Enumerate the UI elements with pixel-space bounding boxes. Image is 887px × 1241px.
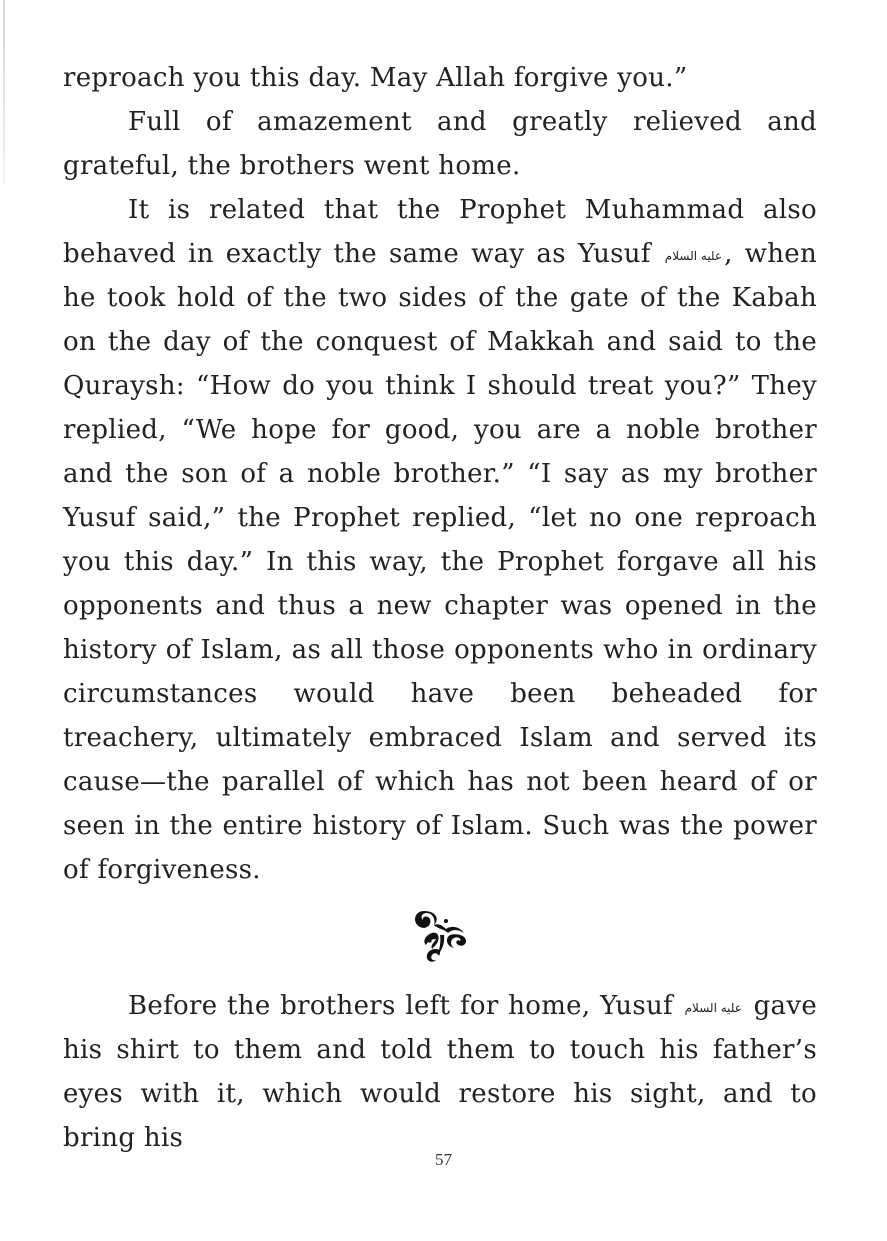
paragraph-prophet-forgiveness — [63, 188, 817, 892]
paragraph-yusuf-shirt — [63, 984, 817, 1160]
paragraph-text: Before the brothers left for home, Yusuf — [128, 991, 673, 1021]
paragraph-text: It is related that the Prophet Muhammad also behaved in exactly the same way as Yusuf — [63, 195, 817, 269]
paragraph-text: , when he took hold of the two sides of the gate of the Kabah on the day of the conquest of Makkah and said to the Quraysh: “How do you think I should treat you?” They replied, “We hope for good, you are a noble brother and the son of a noble brother.” “I say as my brother Yusuf said,” the Prophet replied, “let no one reproach you this day.” In this way, the Prophet forgave all his opponents and thus a new chapter was opened in the history of Islam, as all those opponents who in ordinary circumstances would have been beheaded for treachery, ultimately embraced Islam and served its cause—the parallel of which has not been heard of or seen in the entire history of Islam. Such was the power of forgiveness. — [63, 239, 817, 885]
page-number: 57 — [435, 1150, 452, 1169]
honorific-icon: عليه السلام — [664, 249, 723, 263]
paragraph-continuation: reproach you this day. May Allah forgive you.” — [63, 63, 688, 93]
binding-edge — [3, 0, 5, 185]
text-block-upper — [63, 56, 817, 892]
honorific-icon: عليه السلام — [684, 1001, 742, 1015]
floral-ornament-icon — [410, 905, 472, 965]
paragraph-brothers-went-home: Full of amazement and greatly relieved and grateful, the brothers went home. — [63, 107, 817, 181]
paragraph-text: gave his shirt to them and told them to touch his father’s eyes with it, which would restore his sight, and to bring his — [63, 991, 818, 1153]
text-block-lower — [63, 984, 817, 1160]
